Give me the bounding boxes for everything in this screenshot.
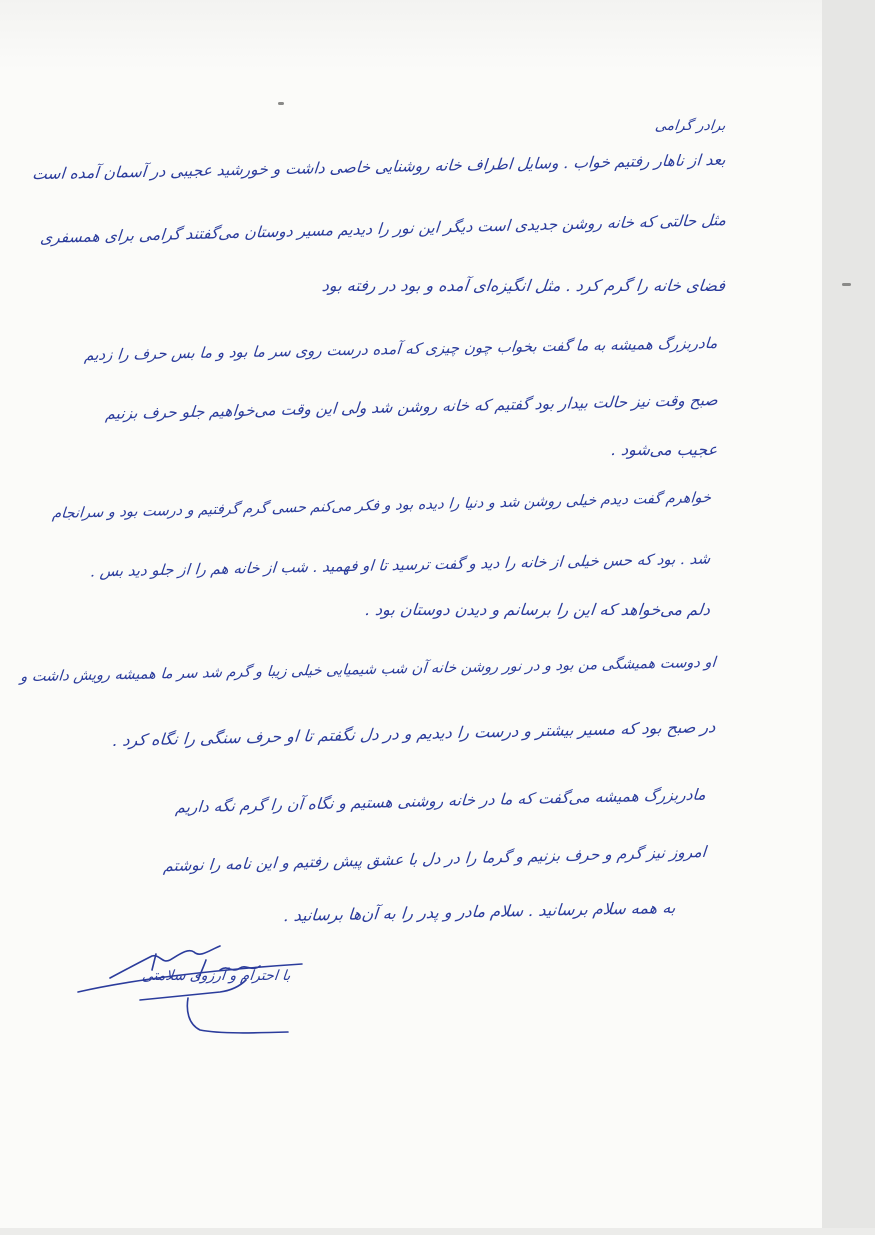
letter-line: خواهرم گفت دیدم خیلی روشن شد و دنیا را دیده بود و فکر می‌کنم حسی گرم گرفتیم و درست بود و سرانجام [51,489,712,523]
scan-speck [842,283,851,286]
letter-line: عجیب می‌شود . [609,440,718,459]
letter-line: بعد از ناهار رفتیم خواب . وسایل اطراف خانه روشنایی خاصی داشت و خورشید عجیبی در آسمان آمده است [31,150,727,184]
letter-salutation: برادر گرامی [653,118,726,134]
letter-line: مادربزرگ همیشه می‌گفت که ما در خانه روشنی هستیم و نگاه آن را گرم نگه داریم [174,785,707,817]
scan-right-margin [822,0,875,1235]
scan-speck [278,102,284,105]
scan-top-band [0,0,875,70]
letter-line: امروز نیز گرم و حرف بزنیم و گرما را در دل با عشق پیش رفتیم و این نامه را نوشتم [162,842,707,876]
signature [70,940,310,1045]
letter-closing: با احترام و آرزوی سلامتی [140,968,291,984]
letter-line: صبح وقت نیز حالت بیدار بود گفتیم که خانه روشن شد ولی این وقت می‌خواهیم جلو حرف بزنیم [104,391,719,423]
letter-line: به همه سلام برسانید . سلام مادر و پدر را به آن‌ها برسانید . [282,897,677,926]
letter-line: مادربزرگ همیشه به ما گفت بخواب چون چیزی که آمده درست روی سر ما بود و ما بس حرف را زدیم [83,333,719,365]
letter-line: دلم می‌خواهد که این را برسانم و دیدن دوستان بود . [363,600,711,619]
scan-bottom-margin [0,1228,875,1235]
letter-line: مثل حالتی که خانه روشن جدیدی است دیگر این نور را دیدیم مسیر دوستان می‌گفتند گرامی برای همسفری [39,211,727,247]
letter-line: در صبح بود که مسیر بیشتر و درست را دیدیم و در دل نگفتم تا او حرف سنگی را نگاه کرد . [111,717,717,750]
letter-line: او دوست همیشگی من بود و در نور روشن خانه آن شب شیمیایی خیلی زیبا و گرم شد سر ما همیشه رویش داشت و [19,654,717,686]
letter-line: فضای خانه را گرم کرد . مثل انگیزه‌ای آمده و بود در رفته بود [320,276,726,295]
letter-line: شد . بود که حس خیلی از خانه را دید و گفت ترسید تا او فهمید . شب از خانه هم را از جلو دید بس . [89,549,712,581]
